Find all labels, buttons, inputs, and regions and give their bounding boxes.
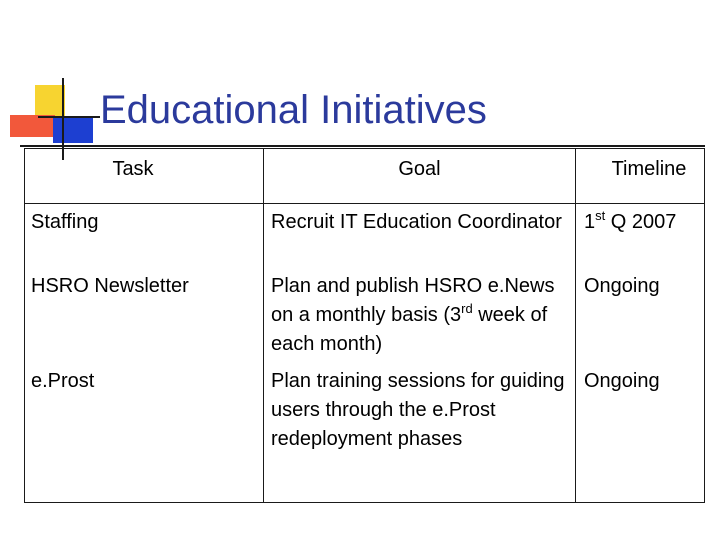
logo-red-square — [10, 115, 55, 137]
column-header-goal: Goal — [264, 149, 576, 204]
title-divider — [20, 145, 705, 147]
table-header-row — [25, 149, 705, 204]
initiatives-table — [24, 148, 705, 503]
goal-cell — [264, 268, 576, 363]
goal-text: Plan and publish HSRO e.News on a monthly basis (3 — [271, 274, 555, 326]
logo-yellow-square — [35, 85, 65, 117]
timeline-rest: Q 2007 — [605, 211, 677, 233]
goal-ordinal: rd — [461, 300, 473, 316]
logo-blue-square — [53, 117, 93, 143]
column-header-task: Task — [25, 149, 264, 204]
timeline-cell: Ongoing — [576, 363, 705, 503]
table-row — [25, 204, 705, 268]
table-row — [25, 363, 705, 503]
task-cell: HSRO Newsletter — [25, 268, 264, 363]
logo-horizontal-line — [38, 116, 100, 118]
task-cell: Staffing — [25, 204, 264, 268]
goal-cell: Recruit IT Education Coordinator — [264, 204, 576, 268]
goal-text-rest: week of each month) — [271, 303, 548, 355]
task-cell: e.Prost — [25, 363, 264, 503]
goal-cell: Plan training sessions for guiding users through the e.Prost redeployment phases — [264, 363, 576, 503]
timeline-number: 1 — [584, 211, 596, 233]
timeline-cell — [576, 204, 705, 268]
table-row — [25, 268, 705, 363]
column-header-timeline: Timeline — [576, 149, 705, 204]
timeline-ordinal: st — [595, 208, 606, 223]
timeline-cell: Ongoing — [576, 268, 705, 363]
slide-title: Educational Initiatives — [100, 88, 487, 132]
